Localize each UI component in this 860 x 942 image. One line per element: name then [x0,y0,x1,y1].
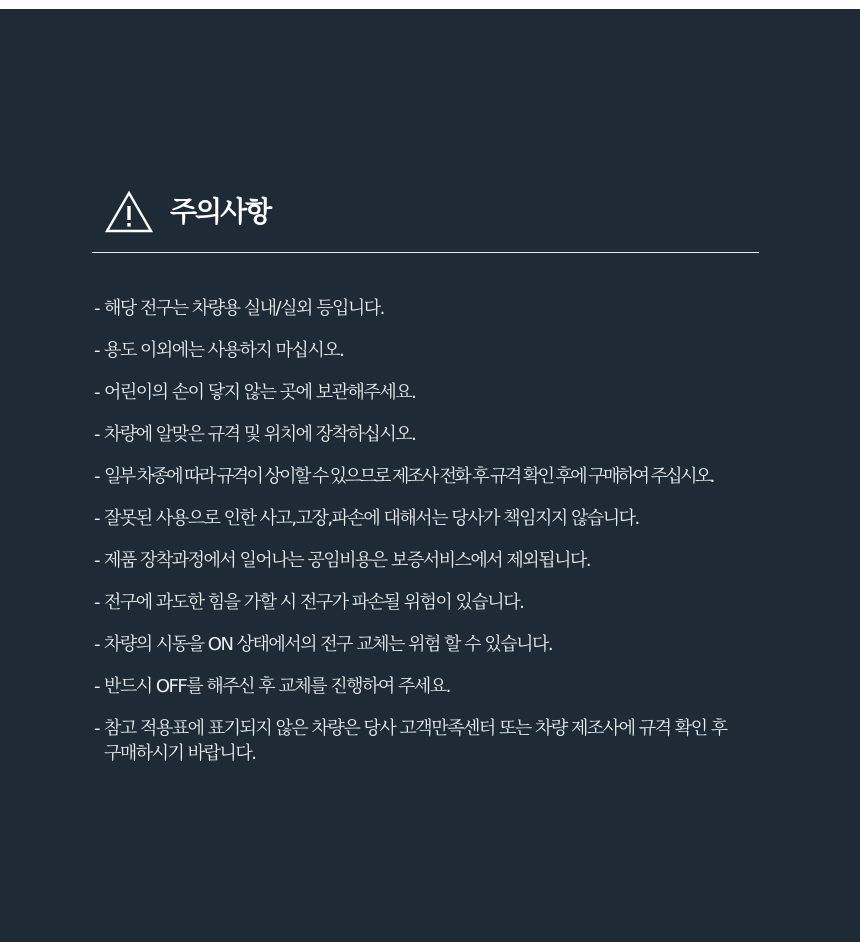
note-text: 참고 적용표에 표기되지 않은 차량은 당사 고객만족센터 또는 차량 제조사에 규격 확인 후 구매하시기 바랍니다. [104,718,727,764]
list-item [94,296,774,321]
note-text: 용도 이외에는 사용하지 마십시오. [104,340,344,361]
note-text: 차량에 알맞은 규격 및 위치에 장착하십시오. [104,424,416,445]
title-divider [92,252,759,253]
note-text: 차량의 시동을 ON 상태에서의 전구 교체는 위험 할 수 있습니다. [104,634,553,655]
list-item [94,632,774,657]
list-item [94,674,774,699]
note-text: 전구에 과도한 힘을 가할 시 전구가 파손될 위험이 있습니다. [104,592,524,613]
bullet-dash: - [94,298,99,319]
bullet-dash: - [94,508,99,529]
bullet-dash: - [94,424,99,445]
bullet-dash: - [94,466,99,487]
note-text: 해당 전구는 차량용 실내/실외 등입니다. [104,298,384,319]
caution-list [94,296,774,783]
caution-header [104,189,270,235]
bullet-dash: - [94,382,99,403]
list-item [94,464,774,489]
note-text: 제품 장착과정에서 일어나는 공임비용은 보증서비스에서 제외됩니다. [104,550,591,571]
bullet-dash: - [94,550,99,571]
bullet-dash: - [94,676,99,697]
list-item [94,590,774,615]
list-item [94,422,774,447]
list-item [94,338,774,363]
note-text: 일부 차종에 따라 규격이 상이할 수 있으므로 제조사 전화 후 규격 확인 후에 구매하여 주십시오. [104,466,713,487]
bullet-dash: - [94,340,99,361]
note-text: 반드시 OFF를 해주신 후 교체를 진행하여 주세요. [104,676,450,697]
list-item [94,380,774,405]
bullet-dash: - [94,592,99,613]
bullet-dash: - [94,634,99,655]
list-item [94,716,774,766]
bullet-dash: - [94,718,99,739]
page-background [0,9,860,942]
list-item [94,506,774,531]
note-text: 잘못된 사용으로 인한 사고,고장,파손에 대해서는 당사가 책임지지 않습니다. [104,508,639,529]
warning-triangle-icon [104,190,154,234]
note-text: 어린이의 손이 닿지 않는 곳에 보관해주세요. [104,382,416,403]
list-item [94,548,774,573]
page-title: 주의사항 [170,195,271,228]
